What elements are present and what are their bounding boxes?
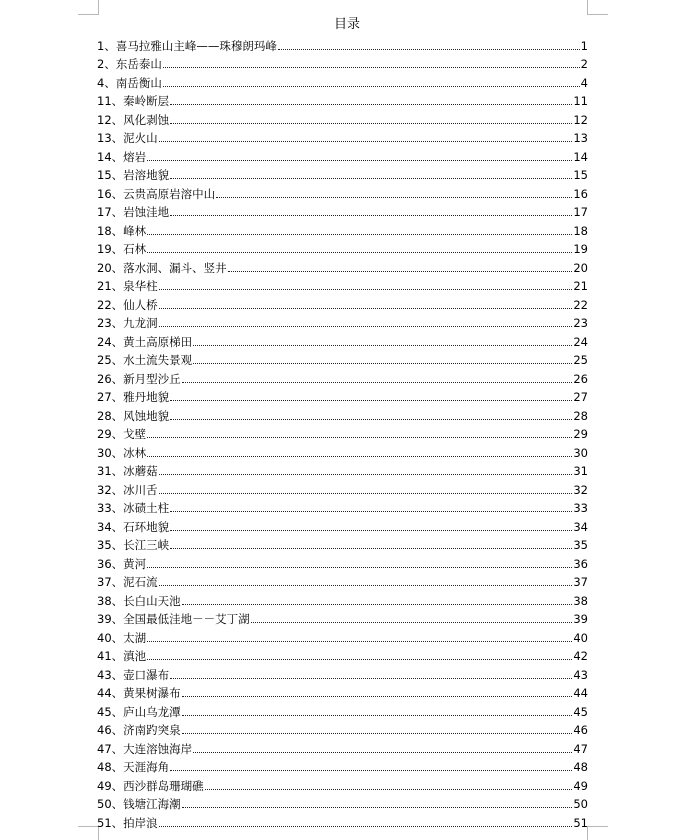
toc-entry-label: 13、泥火山 [97, 131, 158, 145]
toc-dot-leader [170, 419, 572, 420]
toc-entry-label: 2、东岳泰山 [97, 57, 162, 71]
toc-entry-label: 38、长白山天池 [97, 593, 181, 608]
toc-entry-page-number: 29 [573, 427, 588, 441]
toc-dot-leader [182, 604, 573, 605]
toc-entry-page-number: 2 [580, 57, 588, 71]
toc-entry[interactable] [97, 737, 588, 756]
bottom-left-margin-mark [78, 826, 99, 840]
toc-dot-leader [159, 141, 573, 142]
toc-entry-page-number: 4 [580, 75, 588, 90]
toc-dot-leader [182, 733, 573, 734]
toc-entry-page-number: 38 [573, 593, 588, 608]
toc-entry[interactable] [97, 608, 588, 627]
toc-dot-leader [205, 789, 573, 790]
toc-entry-page-number: 35 [573, 538, 588, 552]
toc-dot-leader [216, 197, 572, 198]
toc-entry-label: 45、庐山乌龙潭 [97, 704, 181, 719]
toc-entry[interactable] [97, 478, 588, 497]
toc-entry-page-number: 27 [573, 390, 588, 404]
bottom-right-margin-mark [587, 826, 608, 840]
toc-entry[interactable] [97, 552, 588, 571]
toc-entry[interactable] [97, 367, 588, 386]
toc-entry-label: 51、拍岸浪 [97, 815, 158, 830]
toc-entry-page-number: 20 [573, 260, 588, 275]
toc-entry-label: 44、黄果树瀑布 [97, 686, 181, 700]
toc-entry-page-number: 19 [573, 242, 588, 256]
toc-entry-page-number: 22 [573, 297, 588, 312]
toc-entry[interactable] [97, 756, 588, 775]
toc-entry[interactable] [97, 793, 588, 812]
toc-entry-label: 39、全国最低洼地－－艾丁湖 [97, 612, 250, 626]
toc-entry[interactable] [97, 719, 588, 738]
toc-entry-page-number: 46 [573, 723, 588, 737]
toc-entry-label: 29、戈壁 [97, 427, 147, 441]
toc-entry[interactable] [97, 238, 588, 257]
toc-entry[interactable] [97, 700, 588, 719]
toc-dot-leader [147, 252, 572, 253]
toc-entry-page-number: 12 [573, 112, 588, 127]
toc-entry[interactable] [97, 53, 588, 72]
toc-dot-leader [170, 770, 572, 771]
toc-dot-leader [170, 400, 572, 401]
toc-entry-label: 23、九龙洞 [97, 316, 158, 330]
toc-dot-leader [170, 178, 572, 179]
toc-entry-label: 21、泉华柱 [97, 279, 158, 293]
toc-dot-leader [251, 622, 573, 623]
toc-entry[interactable] [97, 330, 588, 349]
toc-entry-label: 34、石环地貌 [97, 519, 170, 534]
toc-entry-page-number: 44 [573, 686, 588, 700]
toc-entry-label: 26、新月型沙丘 [97, 371, 181, 386]
toc-dot-leader [147, 160, 572, 161]
table-of-contents [97, 34, 588, 830]
toc-entry[interactable] [97, 312, 588, 331]
toc-dot-leader [159, 308, 573, 309]
toc-entry-page-number: 30 [573, 445, 588, 460]
toc-dot-leader [147, 234, 572, 235]
toc-entry[interactable] [97, 460, 588, 479]
toc-entry[interactable] [97, 34, 588, 53]
toc-entry-label: 18、峰林 [97, 223, 147, 238]
toc-entry-page-number: 50 [573, 797, 588, 811]
toc-dot-leader [182, 715, 573, 716]
toc-dot-leader [147, 437, 572, 438]
toc-dot-leader [182, 696, 573, 697]
toc-entry-page-number: 17 [573, 205, 588, 219]
toc-entry-label: 48、天涯海角 [97, 760, 170, 774]
toc-entry-label: 43、壶口瀑布 [97, 667, 170, 682]
toc-dot-leader [228, 271, 573, 272]
toc-entry-label: 28、风蚀地貌 [97, 408, 170, 423]
toc-entry-label: 14、熔岩 [97, 149, 147, 164]
toc-entry-page-number: 51 [573, 815, 588, 830]
toc-entry-page-number: 24 [573, 334, 588, 349]
toc-entry-label: 46、济南趵突泉 [97, 723, 181, 737]
toc-entry[interactable] [97, 164, 588, 183]
toc-dot-leader [147, 659, 572, 660]
toc-dot-leader [193, 752, 572, 753]
toc-entry-page-number: 43 [573, 667, 588, 682]
toc-entry-page-number: 14 [573, 149, 588, 164]
toc-entry[interactable] [97, 201, 588, 220]
toc-entry-label: 40、太湖 [97, 630, 147, 645]
toc-dot-leader [193, 363, 572, 364]
toc-entry[interactable] [97, 497, 588, 516]
toc-entry-page-number: 47 [573, 741, 588, 756]
toc-dot-leader [170, 678, 572, 679]
toc-entry-label: 37、泥石流 [97, 575, 158, 589]
toc-entry-page-number: 34 [573, 519, 588, 534]
toc-entry[interactable] [97, 182, 588, 201]
toc-entry-label: 41、滇池 [97, 649, 147, 663]
toc-entry-page-number: 36 [573, 556, 588, 571]
toc-entry-label: 17、岩蚀洼地 [97, 205, 170, 219]
toc-entry-label: 31、冰蘑菇 [97, 464, 158, 478]
toc-entry-label: 22、仙人桥 [97, 297, 158, 312]
toc-entry[interactable] [97, 275, 588, 294]
toc-entry[interactable] [97, 71, 588, 90]
top-left-margin-mark [78, 0, 99, 15]
toc-dot-leader [170, 123, 572, 124]
toc-entry-page-number: 45 [573, 704, 588, 719]
toc-entry[interactable] [97, 626, 588, 645]
toc-dot-leader [163, 86, 580, 87]
toc-entry-page-number: 13 [573, 131, 588, 145]
toc-entry-label: 27、雅丹地貌 [97, 390, 170, 404]
toc-entry-page-number: 21 [573, 279, 588, 293]
toc-entry-label: 32、冰川舌 [97, 482, 158, 497]
toc-dot-leader [170, 511, 572, 512]
toc-dot-leader [170, 548, 572, 549]
toc-entry[interactable] [97, 774, 588, 793]
toc-entry-page-number: 42 [573, 649, 588, 663]
toc-entry-label: 35、长江三峡 [97, 538, 170, 552]
toc-entry-label: 12、风化剥蚀 [97, 112, 170, 127]
toc-dot-leader [182, 382, 573, 383]
toc-entry[interactable] [97, 293, 588, 312]
toc-entry-label: 33、冰碛土柱 [97, 501, 170, 515]
toc-entry[interactable] [97, 349, 588, 368]
toc-dot-leader [159, 585, 573, 586]
toc-entry-label: 49、西沙群岛珊瑚礁 [97, 778, 204, 793]
toc-entry[interactable] [97, 534, 588, 553]
toc-entry-page-number: 25 [573, 353, 588, 367]
toc-entry[interactable] [97, 127, 588, 146]
toc-entry-page-number: 1 [580, 38, 588, 53]
toc-entry-page-number: 31 [573, 464, 588, 478]
toc-entry[interactable] [97, 108, 588, 127]
toc-entry-page-number: 16 [573, 186, 588, 201]
toc-entry-page-number: 11 [573, 94, 588, 108]
toc-entry-label: 36、黄河 [97, 556, 147, 571]
toc-entry-label: 19、石林 [97, 242, 147, 256]
toc-entry[interactable] [97, 663, 588, 682]
toc-dot-leader [182, 807, 573, 808]
toc-entry-label: 24、黄土高原梯田 [97, 334, 193, 349]
toc-dot-leader [163, 67, 580, 68]
toc-dot-leader [170, 215, 572, 216]
toc-entry[interactable] [97, 571, 588, 590]
toc-entry[interactable] [97, 219, 588, 238]
toc-entry[interactable] [97, 441, 588, 460]
toc-entry-label: 15、岩溶地貌 [97, 168, 170, 182]
toc-entry-label: 25、水土流失景观 [97, 353, 193, 367]
toc-entry-page-number: 23 [573, 316, 588, 330]
toc-entry[interactable] [97, 90, 588, 109]
toc-entry-page-number: 48 [573, 760, 588, 774]
toc-entry[interactable] [97, 423, 588, 442]
toc-entry-label: 11、秦岭断层 [97, 94, 170, 108]
toc-dot-leader [278, 49, 580, 50]
toc-entry-label: 4、南岳衡山 [97, 75, 162, 90]
toc-entry-page-number: 32 [573, 482, 588, 497]
toc-entry-page-number: 40 [573, 630, 588, 645]
toc-entry[interactable] [97, 589, 588, 608]
toc-title: 目录 [333, 17, 360, 32]
toc-dot-leader [159, 474, 573, 475]
toc-entry-page-number: 37 [573, 575, 588, 589]
toc-entry[interactable] [97, 515, 588, 534]
toc-dot-leader [147, 456, 572, 457]
toc-entry[interactable] [97, 145, 588, 164]
toc-entry[interactable] [97, 682, 588, 701]
toc-dot-leader [170, 530, 572, 531]
toc-entry-page-number: 33 [573, 501, 588, 515]
toc-entry[interactable] [97, 404, 588, 423]
toc-entry-label: 50、钱塘江海潮 [97, 797, 181, 811]
toc-entry-page-number: 28 [573, 408, 588, 423]
toc-dot-leader [147, 567, 572, 568]
toc-entry-label: 30、冰林 [97, 445, 147, 460]
toc-entry[interactable] [97, 386, 588, 405]
toc-entry[interactable] [97, 811, 588, 830]
toc-entry-page-number: 26 [573, 371, 588, 386]
toc-entry-label: 16、云贵高原岩溶中山 [97, 186, 216, 201]
toc-entry[interactable] [97, 645, 588, 664]
toc-dot-leader [159, 493, 573, 494]
toc-dot-leader [193, 345, 572, 346]
toc-entry-page-number: 39 [573, 612, 588, 626]
toc-dot-leader [170, 104, 572, 105]
toc-entry[interactable] [97, 256, 588, 275]
toc-entry-page-number: 15 [573, 168, 588, 182]
toc-entry-label: 1、喜马拉雅山主峰——珠穆朗玛峰 [97, 38, 277, 53]
toc-dot-leader [159, 826, 573, 827]
toc-entry-label: 20、落水洞、漏斗、竖井 [97, 260, 227, 275]
toc-dot-leader [147, 641, 572, 642]
toc-dot-leader [159, 289, 573, 290]
toc-entry-label: 47、大连溶蚀海岸 [97, 741, 193, 756]
toc-entry-page-number: 49 [573, 778, 588, 793]
toc-dot-leader [159, 326, 573, 327]
toc-entry-page-number: 18 [573, 223, 588, 238]
top-right-margin-mark [587, 0, 608, 15]
